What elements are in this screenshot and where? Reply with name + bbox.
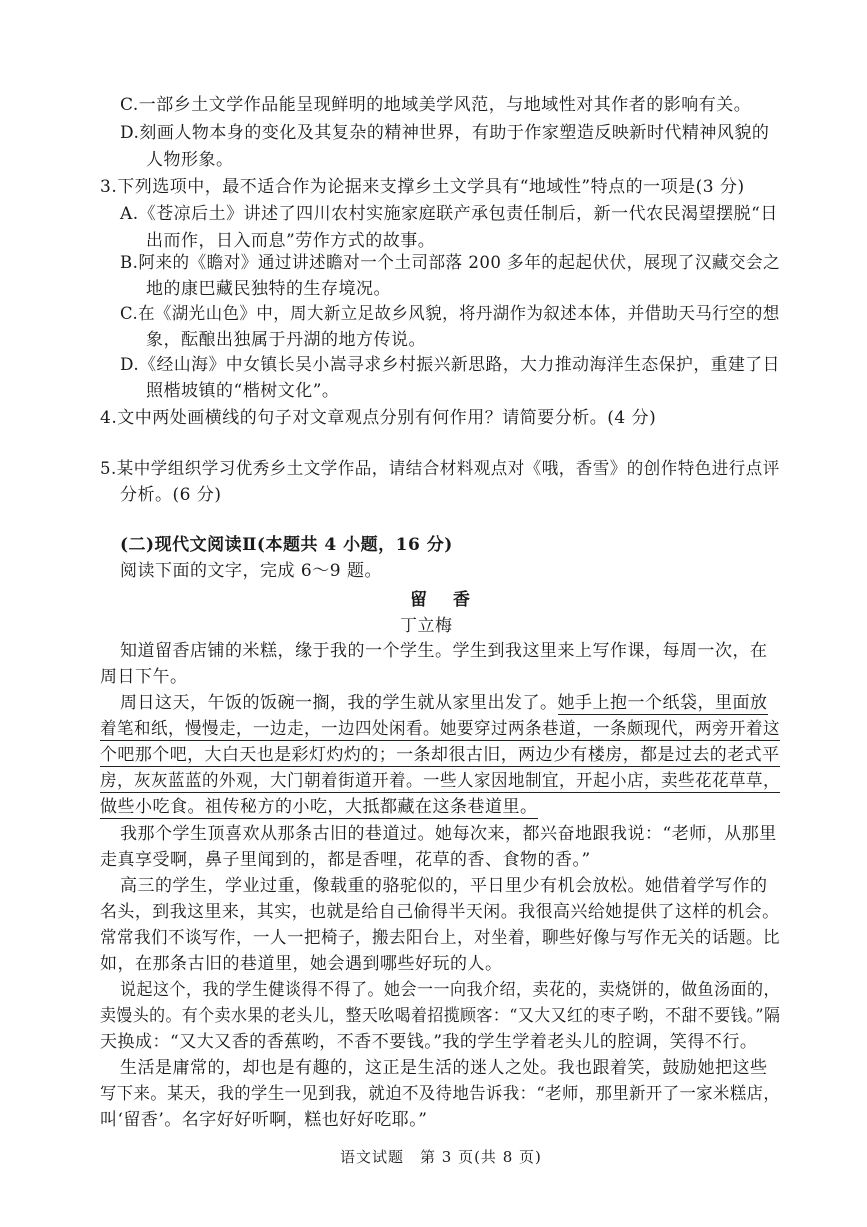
paragraph-6-line1: 生活是庸常的，却也是有趣的，这正是生活的迷人之处。我也跟着笑，鼓励她把这些	[120, 1058, 768, 1078]
underlined-sentence: 着笔和纸，慢慢走，一边走，一边四处闲看。她要穿过两条巷道，一条颇现代，两旁开着这	[100, 719, 780, 739]
paragraph-4-line3: 常常我们不谈写作，一人一把椅子，搬去阳台上，对坐着，聊些好像与写作无关的话题。比	[100, 928, 780, 948]
underlined-sentence: 个吧那个吧，大白天也是彩灯灼灼的；一条却很古旧，两边少有楼房，都是过去的老式平	[100, 745, 780, 765]
q3-option-a-line2: 出而作，日入而息”劳作方式的故事。	[146, 231, 436, 251]
q3-option-b-line1: B.阿来的《瞻对》通过讲述瞻对一个土司部落 200 多年的起起伏伏，展现了汉藏交会之	[120, 253, 781, 273]
q3-option-a-line1: A.《苍凉后土》讲述了四川农村实施家庭联产承包责任制后，新一代农民渴望摆脱“日	[120, 204, 778, 224]
section-heading: (二)现代文阅读Ⅱ(本题共 4 小题，16 分)	[120, 535, 453, 555]
q2-option-c: C.一部乡土文学作品能呈现鲜明的地域美学风范，与地域性对其作者的影响有关。	[120, 95, 752, 115]
paragraph-4-line2: 名头，到我这里来，其实，也就是给自己偷得半天闲。我很高兴给她提供了这样的机会。	[100, 902, 780, 922]
q2-option-d-line2: 人物形象。	[146, 150, 234, 170]
article-author: 丁立梅	[400, 616, 453, 636]
paragraph-3-line1: 我那个学生顶喜欢从那条古旧的巷道过。她每次来，都兴奋地跟我说：“老师，从那里	[120, 824, 777, 844]
section-instruction: 阅读下面的文字，完成 6～9 题。	[120, 561, 382, 581]
paragraph-2-line1-plain: 周日这天，午饭的饭碗一搁，我的学生就从家里出发了。	[120, 693, 558, 713]
q4-stem: 4.文中两处画横线的句子对文章观点分别有何作用？请简要分析。(4 分)	[100, 408, 657, 428]
paragraph-4-line1: 高三的学生，学业过重，像载重的骆驼似的，平日里少有机会放松。她借着学写作的	[120, 876, 768, 896]
underlined-sentence: 房，灰灰蓝蓝的外观，大门朝着街道开着。一些人家因地制宜，开起小店，卖些花花草草，	[100, 771, 780, 791]
q2-option-d-line1: D.刻画人物本身的变化及其复杂的精神世界，有助于作家塑造反映新时代精神风貌的	[120, 123, 770, 143]
underlined-sentence: 做些小吃食。祖传秘方的小吃，大抵都藏在这条巷道里。	[100, 797, 538, 817]
paragraph-5-line1: 说起这个，我的学生健谈得不得了。她会一一向我介绍，卖花的，卖烧饼的，做鱼汤面的，	[120, 980, 781, 1000]
page-footer: 语文试题 第 3 页(共 8 页)	[340, 1148, 542, 1166]
paragraph-6-line2: 写下来。某天，我的学生一见到我，就迫不及待地告诉我：“老师，那里新开了一家米糕店，	[100, 1084, 781, 1104]
article-title: 留 香	[410, 590, 480, 610]
paragraph-1-line2: 周日下午。	[100, 667, 188, 687]
paragraph-3-line2: 走真享受啊，鼻子里闻到的，都是香哩，花草的香、食物的香。”	[100, 850, 591, 870]
q3-option-b-line2: 地的康巴藏民独特的生存境况。	[146, 279, 391, 299]
q5-stem-line1: 5.某中学组织学习优秀乡土文学作品，请结合材料观点对《哦，香雪》的创作特色进行点评	[100, 459, 780, 479]
q3-option-d-line1: D.《经山海》中女镇长吴小嵩寻求乡村振兴新思路，大力推动海洋生态保护，重建了日	[120, 355, 780, 375]
paragraph-2-line5	[100, 794, 538, 820]
paragraph-5-line3: 天换成：“又大又香的香蕉哟，不香不要钱。”我的学生学着老头儿的腔调，笑得不行。	[100, 1032, 758, 1052]
q3-option-d-line2: 照楷坡镇的“楷树文化”。	[146, 381, 340, 401]
paragraph-6-line3: 叫‘留香’。名字好好听啊，糕也好好吃耶。”	[100, 1110, 428, 1130]
paragraph-4-line4: 如，在那条古旧的巷道里，她会遇到哪些好玩的人。	[100, 954, 503, 974]
paragraph-1-line1: 知道留香店铺的米糕，缘于我的一个学生。学生到我这里来上写作课，每周一次，在	[120, 641, 768, 661]
q5-stem-line2: 分析。(6 分)	[120, 485, 222, 505]
paragraph-2-line4	[100, 768, 780, 794]
paragraph-2-line2	[100, 716, 780, 742]
paragraph-5-line2: 卖馒头的。有个卖水果的老头儿，整天吆喝着招揽顾客：“又大又红的枣子哟，不甜不要钱。”隔	[100, 1006, 781, 1026]
q3-stem: 3.下列选项中，最不适合作为论据来支撑乡土文学具有“地域性”特点的一项是(3 分)	[100, 177, 745, 197]
paragraph-2-line3	[100, 742, 779, 768]
q3-option-c-line1: C.在《湖光山色》中，周大新立足故乡风貌，将丹湖作为叙述本体，并借助天马行空的想	[120, 304, 780, 324]
q3-option-c-line2: 象，酝酿出独属于丹湖的地方传说。	[146, 330, 426, 350]
underlined-sentence: 她手上抱一个纸袋，里面放	[557, 693, 768, 713]
paragraph-2-line1	[120, 690, 768, 716]
